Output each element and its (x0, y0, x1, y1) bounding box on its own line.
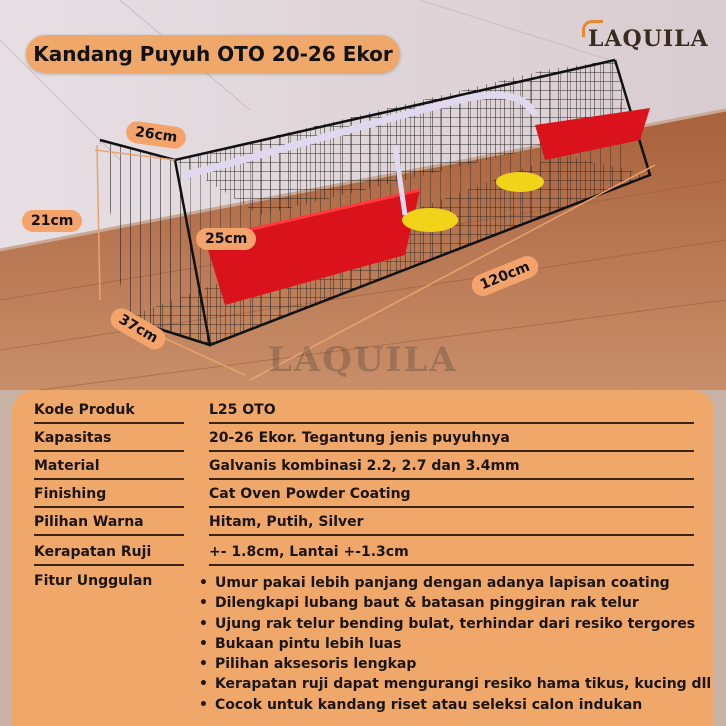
divider (34, 534, 184, 536)
brand-logo: LAQUILA (588, 26, 709, 52)
dim-height: 21cm (22, 210, 82, 232)
spec-value: Galvanis kombinasi 2.2, 2.7 dan 3.4mm (209, 458, 520, 474)
divider (209, 534, 694, 536)
divider (209, 564, 694, 566)
spec-value: +- 1.8cm, Lantai +-1.3cm (209, 544, 409, 560)
spec-label: Kode Produk (34, 402, 135, 418)
spec-label: Material (34, 458, 100, 474)
divider (209, 450, 694, 452)
divider (34, 564, 184, 566)
dim-width: 26cm (125, 120, 188, 150)
list-item: • Cocok untuk kandang riset atau seleksi calon indukan (199, 695, 711, 715)
spec-label: Kapasitas (34, 430, 112, 446)
spec-label: Finishing (34, 486, 107, 502)
dim-length: 120cm (468, 253, 541, 300)
list-item: • Kerapatan ruji dapat mengurangi resiko hama tikus, kucing dll (199, 674, 711, 694)
spec-value: Hitam, Putih, Silver (209, 514, 364, 530)
features-label: Fitur Unggulan (34, 573, 153, 589)
divider (34, 478, 184, 480)
page-title: Kandang Puyuh OTO 20-26 Ekor (26, 35, 400, 73)
list-item: • Dilengkapi lubang baut & batasan pinggiran rak telur (199, 593, 711, 613)
spec-value: 20-26 Ekor. Tegantung jenis puyuhnya (209, 430, 510, 446)
spec-label: Kerapatan Ruji (34, 544, 152, 560)
divider (34, 506, 184, 508)
divider (209, 422, 694, 424)
dim-depth: 37cm (107, 304, 170, 353)
divider (34, 422, 184, 424)
list-item: • Bukaan pintu lebih luas (199, 634, 711, 654)
divider (209, 506, 694, 508)
spec-label: Pilihan Warna (34, 514, 144, 530)
divider (209, 478, 694, 480)
dim-inner: 25cm (196, 228, 256, 250)
list-item: • Umur pakai lebih panjang dengan adanya lapisan coating (199, 573, 711, 593)
list-item: • Pilihan aksesoris lengkap (199, 654, 711, 674)
features-list (199, 573, 711, 715)
spec-value: L25 OTO (209, 402, 276, 418)
spec-value: Cat Oven Powder Coating (209, 486, 411, 502)
list-item: • Ujung rak telur bending bulat, terhindar dari resiko tergores (199, 614, 711, 634)
spec-table (12, 390, 714, 726)
brand-watermark: LAQUILA (268, 340, 458, 380)
divider (34, 450, 184, 452)
